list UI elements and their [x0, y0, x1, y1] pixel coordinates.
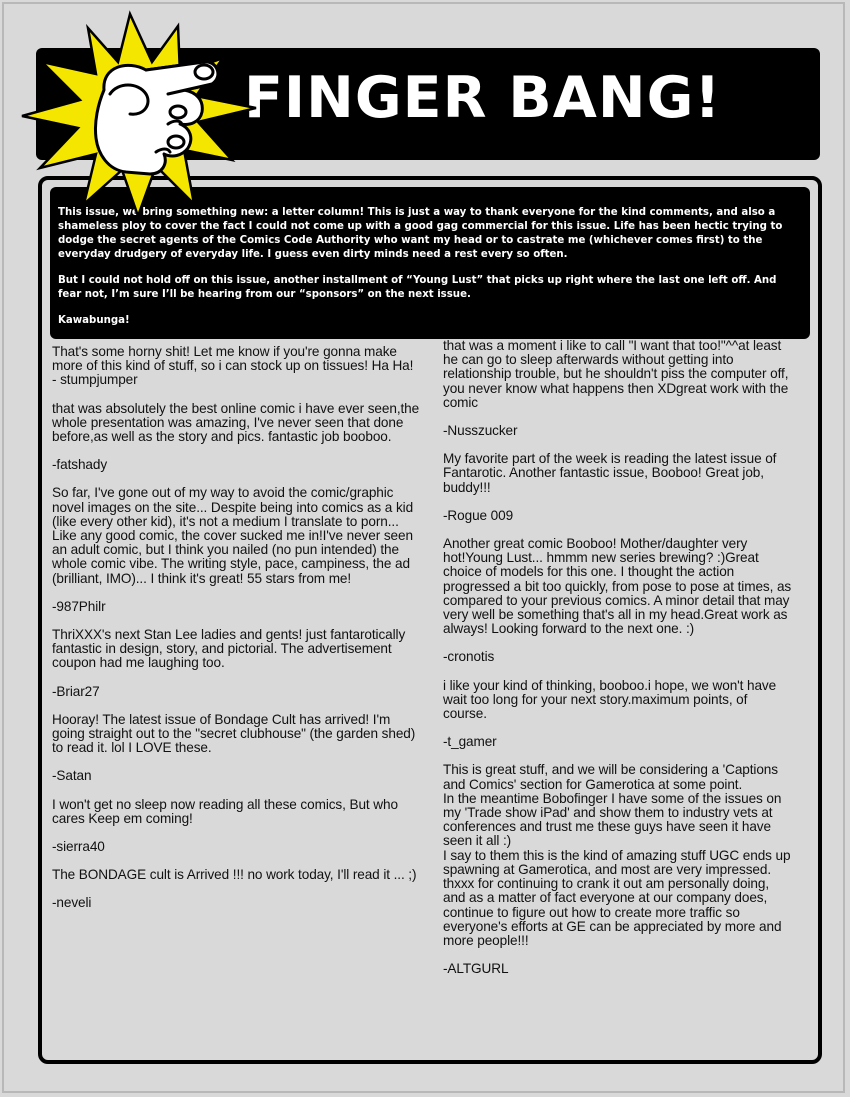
fingernail	[168, 136, 184, 148]
letter-signature: -Briar27	[52, 683, 100, 699]
letter-text: This is great stuff, and we will be considering a 'Captions and Comics' section for Gamerotica at some point. In the meantime Bobofinger I have some of the issues on my 'Trade show iPad' and show them to industry vets at conferences and trust me these guys have seen it have seen it all :) I say to them this is the kind of amazing stuff UGC ends up spawning at Gamerotica, and most are very impressed. thxxx for continuing to crank it out am personally doing, and as a matter of fact everyone at our company does, continue to figure out how to create more traffic so everyone's efforts at GE can be appreciated by more and more people!!!	[443, 762, 791, 948]
page-title: FINGER BANG!	[244, 65, 722, 131]
letter-signature: -Satan	[52, 768, 92, 784]
letter-text: So far, I've gone out of my way to avoid the comic/graphic novel images on the site... Despite being into comics as a kid (like every other kid), it's not a medium I translate to porn... Like any good comic, the cover sucked me in!I've never seen an adult comic, but I think you nailed (no pun intended) the whole comic vibe. The writing style, pace, campiness, the ad (brilliant, IMO)... I think it's great! 55 stars from me!	[52, 485, 414, 586]
letter-signature: -t_gamer	[443, 734, 497, 750]
letters-right-column	[443, 339, 793, 990]
letter-signature: -ALTGURL	[443, 961, 509, 977]
letter-text: The BONDAGE cult is Arrived !!! no work today, I'll read it ... ;)	[52, 867, 417, 883]
intro-signoff: Kawabunga!	[58, 315, 130, 326]
pointing-finger-icon	[95, 62, 217, 174]
letter-text: ThriXXX's next Stan Lee ladies and gents! just fantarotically fantastic in design, story, and pictorial. The advertisement coupon had me laughing too.	[52, 627, 406, 671]
fingernail	[170, 106, 186, 118]
starburst-icon	[18, 4, 268, 219]
letter-signature: -Nusszucker	[443, 423, 518, 439]
letter-text: Hooray! The latest issue of Bondage Cult has arrived! I'm going straight out to the "secret clubhouse" (the garden shed) to read it. lol I LOVE these.	[52, 711, 416, 756]
letter-text: That's some horny shit! Let me know if you're gonna make more of this kind of stuff, so i can stock up on tissues! Ha Ha! - stumpjumper	[52, 344, 414, 388]
intro-paragraph: But I could not hold off on this issue, another installment of “Young Lust” that picks up right where the last one left off. And fear not, I’m sure I’ll be hearing from our “sponsors” on the next issue.	[58, 275, 777, 300]
intro-paragraph: This issue, we bring something new: a letter column! This is just a way to thank everyone for the kind comments, and also a shameless ploy to cover the fact I could not come up with a good gag commercial for this issue. Life has been hectic trying to dodge the secret agents of the Comics Code Authority who want my head or to castrate me (whichever comes first) to the everyday drudgery of everyday life. I guess even dirty minds need a rest every so often.	[58, 207, 783, 260]
letter-signature: -neveli	[52, 895, 92, 911]
fingernail	[195, 65, 213, 79]
letter-signature: -fatshady	[52, 457, 108, 473]
letter-text: Another great comic Booboo! Mother/daughter very hot!Young Lust... hmmm new series brewing? :)Great choice of models for this one. I thought the action progressed a bit too quickly, from pose to pose at times, as compared to your previous comics. A minor detail that may very well be something that's all in my head.Great work as always! Looking forward to the next one. :)	[443, 536, 792, 637]
letters-left-column	[52, 345, 424, 925]
letter-signature: -Rogue 009	[443, 507, 514, 523]
letter-text: that was a moment i like to call "I want that too!"^^at least he can go to sleep afterwards without getting into relationship trouble, but he shouldn't piss the computer off, you never know what happens then XDgreat work with the comic	[443, 338, 789, 410]
letter-text: My favorite part of the week is reading the latest issue of Fantarotic. Another fantastic issue, Booboo! Great job, buddy!!!	[443, 451, 777, 495]
letter-signature: -sierra40	[52, 839, 105, 855]
letter-text: i like your kind of thinking, booboo.i hope, we won't have wait too long for your next story.maximum points, of course.	[443, 677, 777, 722]
letter-text: I won't get no sleep now reading all these comics, But who cares Keep em coming!	[52, 796, 398, 826]
letter-text: that was absolutely the best online comic i have ever seen,the whole presentation was amazing, I've never seen that done before,as well as the story and pics. fantastic job booboo.	[52, 400, 420, 445]
letter-signature: -987Philr	[52, 598, 106, 614]
letter-signature: -cronotis	[443, 649, 495, 665]
